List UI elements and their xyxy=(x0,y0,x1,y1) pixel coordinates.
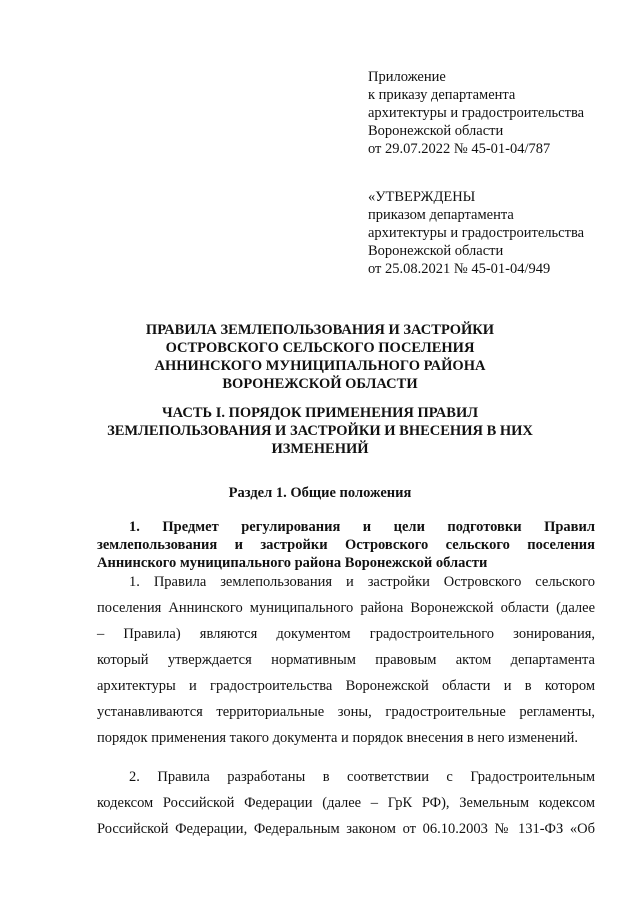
paragraph-1 xyxy=(97,569,595,751)
paragraph-line: – Правила) являются документом градостроительного зонирования, xyxy=(97,626,595,642)
part-line: ЧАСТЬ I. ПОРЯДОК ПРИМЕНЕНИЯ ПРАВИЛ xyxy=(161,405,479,421)
paragraph-line: порядок применения такого документа и порядок внесения в него изменений. xyxy=(97,730,579,746)
title-line: ВОРОНЕЖСКОЙ ОБЛАСТИ xyxy=(222,376,418,392)
appendix-line: к приказу департамента xyxy=(368,87,516,103)
paragraph-line: устанавливаются территориальные зоны, градостроительные регламенты, xyxy=(97,704,595,720)
paragraph-line: кодексом Российской Федерации (далее – ГрК РФ), Земельным кодексом xyxy=(97,795,595,811)
appendix-line: архитектуры и градостроительства xyxy=(368,105,585,121)
part-line: ИЗМЕНЕНИЙ xyxy=(271,441,369,457)
section-heading: Раздел 1. Общие положения xyxy=(228,485,412,501)
approved-block xyxy=(368,188,618,278)
title-line: АННИНСКОГО МУНИЦИПАЛЬНОГО РАЙОНА xyxy=(154,358,486,374)
approved-line: архитектуры и градостроительства xyxy=(368,225,585,241)
approved-line: от 25.08.2021 № 45-01-04/949 xyxy=(368,261,551,277)
article-heading-line: землепользования и застройки Островского сельского поселения xyxy=(97,537,595,553)
article-heading-line: Аннинского муниципального района Воронежской области xyxy=(97,555,488,571)
document-title xyxy=(80,321,560,393)
paragraph-line: 2. Правила разработаны в соответствии с Градостроительным xyxy=(129,769,595,785)
appendix-line: Воронежской области xyxy=(368,123,504,139)
title-line: ОСТРОВСКОГО СЕЛЬСКОГО ПОСЕЛЕНИЯ xyxy=(165,340,475,356)
title-line: ПРАВИЛА ЗЕМЛЕПОЛЬЗОВАНИЯ И ЗАСТРОЙКИ xyxy=(145,322,495,338)
paragraph-line: который утверждается нормативным правовым актом департамента xyxy=(97,652,595,668)
appendix-block xyxy=(368,68,618,158)
part-line: ЗЕМЛЕПОЛЬЗОВАНИЯ И ЗАСТРОЙКИ И ВНЕСЕНИЯ В НИХ xyxy=(107,423,533,439)
appendix-line: Приложение xyxy=(368,69,446,85)
part-heading xyxy=(80,404,560,458)
article-heading xyxy=(97,518,595,572)
paragraph-line: поселения Аннинского муниципального района Воронежской области (далее xyxy=(97,600,595,616)
approved-line: «УТВЕРЖДЕНЫ xyxy=(368,189,476,205)
article-heading-line: 1. Предмет регулирования и цели подготовки Правил xyxy=(129,519,595,535)
approved-line: Воронежской области xyxy=(368,243,504,259)
appendix-line: от 29.07.2022 № 45-01-04/787 xyxy=(368,141,551,157)
paragraph-line: архитектуры и градостроительства Воронежской области и в котором xyxy=(97,678,595,694)
paragraph-2 xyxy=(97,764,595,842)
paragraph-line: 1. Правила землепользования и застройки Островского сельского xyxy=(129,574,595,590)
paragraph-line: Российской Федерации, Федеральным законом от 06.10.2003 № 131-ФЗ «Об xyxy=(97,821,595,837)
approved-line: приказом департамента xyxy=(368,207,514,223)
